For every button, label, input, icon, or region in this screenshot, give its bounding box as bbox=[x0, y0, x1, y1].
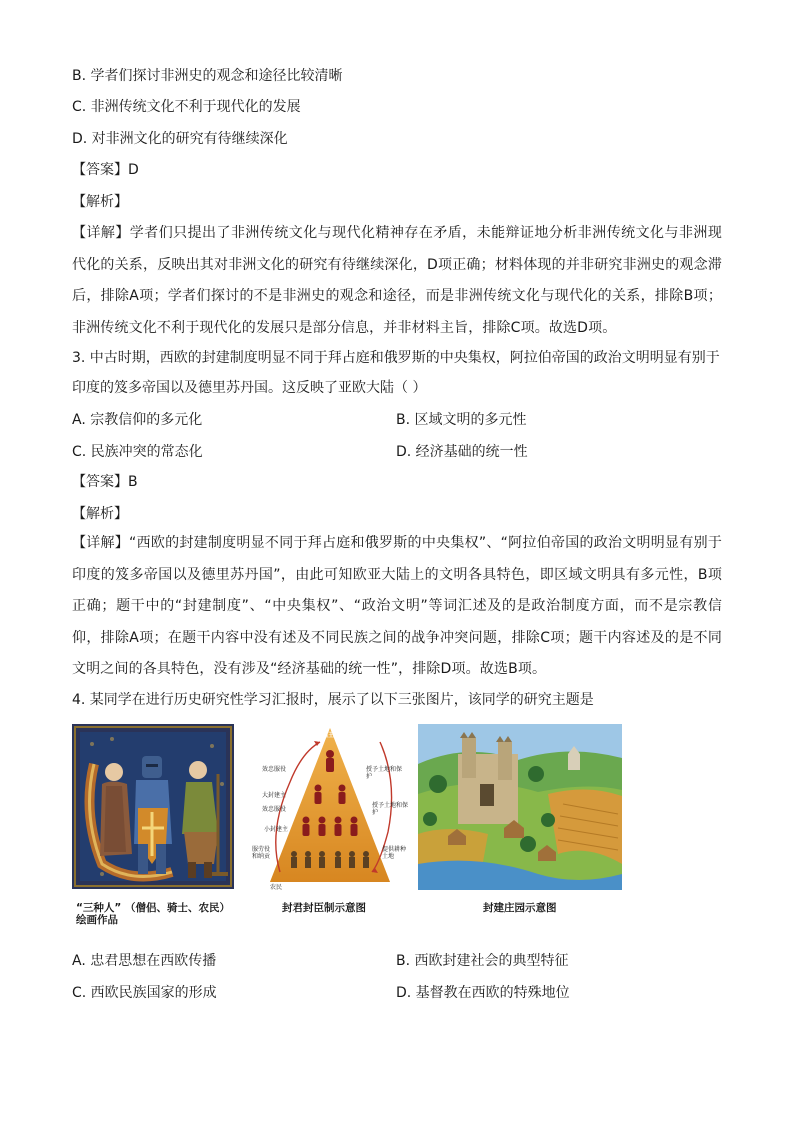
pyramid-left2: 效忠服役 bbox=[262, 806, 287, 813]
pyramid-left3: 服劳役和纳贡 bbox=[252, 846, 271, 860]
q4-option-a: A. 忠君思想在西欧传播 bbox=[72, 953, 217, 969]
pyramid-king: 国王 bbox=[322, 732, 335, 739]
q2-answer: 【答案】D bbox=[72, 162, 139, 178]
q3-option-c: C. 民族冲突的常态化 bbox=[72, 444, 203, 460]
q2-analysis-label: 【解析】 bbox=[72, 194, 128, 210]
pyramid-right1: 授予土地和保护 bbox=[366, 766, 403, 780]
manor-illustration bbox=[418, 724, 622, 890]
pyramid-tier3: 农民 bbox=[270, 884, 283, 891]
three-estates-caption: “三种人” （僧侣、骑士、农民） bbox=[76, 902, 230, 914]
q4-option-b: B. 西欧封建社会的典型特征 bbox=[396, 953, 569, 969]
feudal-pyramid-diagram bbox=[250, 722, 410, 894]
three-estates-caption-line2: 绘画作品 bbox=[76, 914, 118, 926]
q4-option-d: D. 基督教在西欧的特殊地位 bbox=[396, 985, 570, 1001]
feudal-pyramid-caption: 封君封臣制示意图 bbox=[282, 902, 366, 914]
q2-option-d: D. 对非洲文化的研究有待继续深化 bbox=[72, 131, 288, 147]
q4-stem: 4. 某同学在进行历史研究性学习汇报时，展示了以下三张图片，该同学的研究主题是 bbox=[72, 692, 594, 708]
pyramid-right2: 授予土地和保护 bbox=[372, 802, 409, 816]
manor-caption: 封建庄园示意图 bbox=[483, 902, 557, 914]
pyramid-left1: 效忠服役 bbox=[262, 766, 287, 773]
pyramid-tier2: 小封建主 bbox=[264, 826, 289, 833]
q3-answer: 【答案】B bbox=[72, 474, 138, 490]
q2-option-c: C. 非洲传统文化不利于现代化的发展 bbox=[72, 99, 301, 115]
q3-analysis-label: 【解析】 bbox=[72, 506, 128, 522]
three-estates-painting bbox=[72, 724, 234, 889]
q2-option-b: B. 学者们探讨非洲史的观念和途径比较清晰 bbox=[72, 68, 343, 84]
pyramid-right3: 提供耕种土地 bbox=[382, 846, 407, 860]
q3-option-a: A. 宗教信仰的多元化 bbox=[72, 412, 203, 428]
q3-option-b: B. 区域文明的多元性 bbox=[396, 412, 527, 428]
q3-stem-line1: 3. 中古时期，西欧的封建制度明显不同于拜占庭和俄罗斯的中央集权，阿拉伯帝国的政治文明明显有别于 bbox=[72, 350, 720, 366]
q4-option-c: C. 西欧民族国家的形成 bbox=[72, 985, 217, 1001]
q3-stem-line2: 印度的笈多帝国以及德里苏丹国。这反映了亚欧大陆（ ） bbox=[72, 380, 427, 396]
q2-detail: 【详解】学者们只提出了非洲传统文化与现代化精神存在矛盾，未能辩证地分析非洲传统文化与非洲现代化的关系，反映出其对非洲文化的研究有待继续深化，D项正确；材料体现的并非研究非洲史的观念滞后，排除A项；学者们探讨的不是非洲史的观念和途径，而是非洲传统文化与现代化的关系，排除B项；非洲传统文化不利于现代化的发展只是部分信息，并非材料主旨，排除C项。故选D项。 bbox=[72, 225, 722, 336]
q3-option-d: D. 经济基础的统一性 bbox=[396, 444, 528, 460]
pyramid-tier1: 大封建主 bbox=[262, 792, 287, 799]
q3-detail: 【详解】“西欧的封建制度明显不同于拜占庭和俄罗斯的中央集权”、“阿拉伯帝国的政治文明明显有别于印度的笈多帝国以及德里苏丹国”，由此可知欧亚大陆上的文明各具特色，即区域文明具有多元性，B项正确；题干中的“封建制度”、“中央集权”、“政治文明”等词汇述及的是政治制度方面，而不是宗教信仰，排除A项；在题干内容中没有述及不同民族之间的战争冲突问题，排除C项；题干内容述及的是不同文明之间的各具特色，没有涉及“经济基础的统一性”，排除D项。故选B项。 bbox=[72, 535, 722, 678]
